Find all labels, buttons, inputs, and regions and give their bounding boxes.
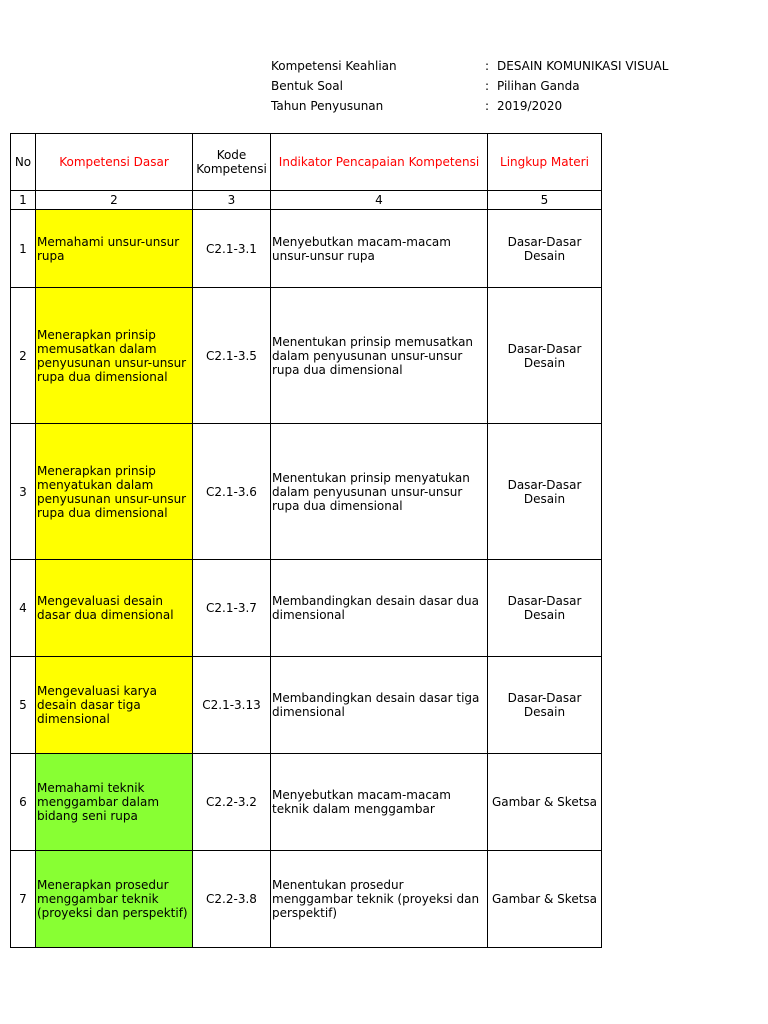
kode-cell: C2.1-3.5 xyxy=(193,288,271,424)
lingkup-cell: Dasar-Dasar Desain xyxy=(488,288,602,424)
header-no: No xyxy=(11,134,36,191)
table-row xyxy=(11,657,602,754)
table-row xyxy=(11,288,602,424)
meta-label-bentuk-soal: Bentuk Soal xyxy=(271,79,343,93)
header-kompetensi-dasar: Kompetensi Dasar xyxy=(36,134,193,191)
indikator-cell: Menentukan prinsip memusatkan dalam penyusunan unsur-unsur rupa dua dimensional xyxy=(271,288,488,424)
kompetensi-dasar-cell: Menerapkan prinsip menyatukan dalam penyusunan unsur-unsur rupa dua dimensional xyxy=(36,424,193,560)
lingkup-cell: Dasar-Dasar Desain xyxy=(488,424,602,560)
meta-value-tahun-penyusunan: 2019/2020 xyxy=(497,99,563,113)
table-row xyxy=(11,560,602,657)
table-row xyxy=(11,424,602,560)
kode-cell: C2.1-3.6 xyxy=(193,424,271,560)
kode-cell: C2.1-3.13 xyxy=(193,657,271,754)
meta-colon: : xyxy=(485,79,490,93)
indikator-cell: Menentukan prosedur menggambar teknik (proyeksi dan perspektif) xyxy=(271,851,488,948)
meta-label-tahun-penyusunan: Tahun Penyusunan xyxy=(271,99,384,113)
column-number: 3 xyxy=(193,191,271,210)
meta-value-bentuk-soal: Pilihan Ganda xyxy=(497,79,580,93)
kompetensi-dasar-cell: Memahami unsur-unsur rupa xyxy=(36,210,193,288)
kode-cell: C2.1-3.7 xyxy=(193,560,271,657)
indikator-cell: Membandingkan desain dasar dua dimensional xyxy=(271,560,488,657)
kode-cell: C2.2-3.8 xyxy=(193,851,271,948)
header-lingkup-materi: Lingkup Materi xyxy=(488,134,602,191)
lingkup-cell: Dasar-Dasar Desain xyxy=(488,657,602,754)
kompetensi-dasar-cell: Menerapkan prinsip memusatkan dalam penyusunan unsur-unsur rupa dua dimensional xyxy=(36,288,193,424)
indikator-cell: Menentukan prinsip menyatukan dalam penyusunan unsur-unsur rupa dua dimensional xyxy=(271,424,488,560)
table-row xyxy=(11,851,602,948)
table-row xyxy=(11,210,602,288)
kode-cell: C2.2-3.2 xyxy=(193,754,271,851)
header-kode-kompetensi: Kode Kompetensi xyxy=(193,134,271,191)
meta-colon: : xyxy=(485,99,490,113)
row-number: 2 xyxy=(11,288,36,424)
indikator-cell: Membandingkan desain dasar tiga dimensional xyxy=(271,657,488,754)
indikator-cell: Menyebutkan macam-macam teknik dalam menggambar xyxy=(271,754,488,851)
column-number: 5 xyxy=(488,191,602,210)
meta-colon: : xyxy=(485,59,490,73)
row-number: 6 xyxy=(11,754,36,851)
row-number: 5 xyxy=(11,657,36,754)
kompetensi-dasar-cell: Menerapkan prosedur menggambar teknik (proyeksi dan perspektif) xyxy=(36,851,193,948)
lingkup-cell: Dasar-Dasar Desain xyxy=(488,210,602,288)
kode-cell: C2.1-3.1 xyxy=(193,210,271,288)
column-number: 2 xyxy=(36,191,193,210)
lingkup-cell: Gambar & Sketsa xyxy=(488,851,602,948)
kompetensi-dasar-cell: Mengevaluasi karya desain dasar tiga dimensional xyxy=(36,657,193,754)
row-number: 3 xyxy=(11,424,36,560)
header-row xyxy=(11,134,602,191)
meta-label-kompetensi-keahlian: Kompetensi Keahlian xyxy=(271,59,397,73)
row-number: 4 xyxy=(11,560,36,657)
competency-table xyxy=(10,133,602,948)
meta-value-kompetensi-keahlian: DESAIN KOMUNIKASI VISUAL xyxy=(497,59,669,73)
header-indikator: Indikator Pencapaian Kompetensi xyxy=(271,134,488,191)
lingkup-cell: Dasar-Dasar Desain xyxy=(488,560,602,657)
lingkup-cell: Gambar & Sketsa xyxy=(488,754,602,851)
kompetensi-dasar-cell: Memahami teknik menggambar dalam bidang seni rupa xyxy=(36,754,193,851)
row-number: 7 xyxy=(11,851,36,948)
table-row xyxy=(11,754,602,851)
column-number-row xyxy=(11,191,602,210)
indikator-cell: Menyebutkan macam-macam unsur-unsur rupa xyxy=(271,210,488,288)
kompetensi-dasar-cell: Mengevaluasi desain dasar dua dimensional xyxy=(36,560,193,657)
column-number: 4 xyxy=(271,191,488,210)
column-number: 1 xyxy=(11,191,36,210)
row-number: 1 xyxy=(11,210,36,288)
